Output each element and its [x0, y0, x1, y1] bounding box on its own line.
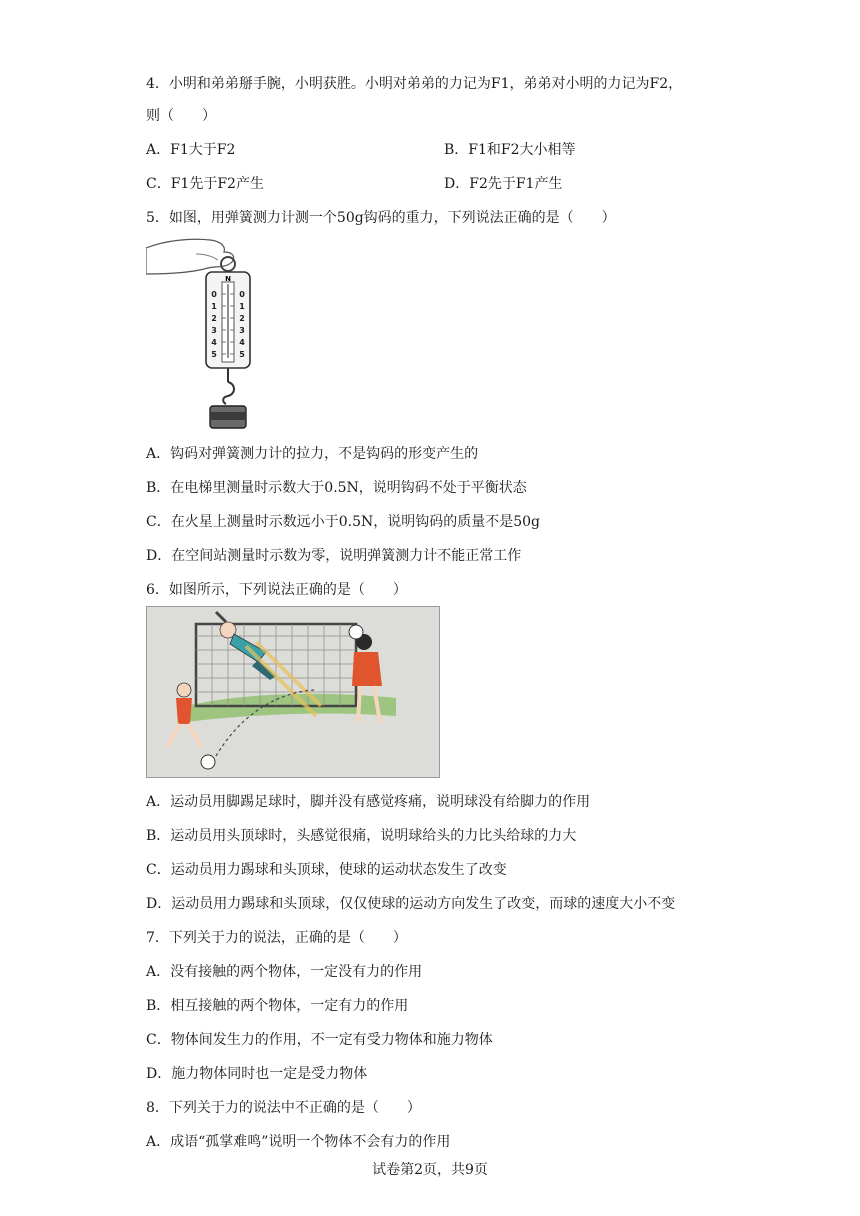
scale-left-tick-3: 3 [211, 326, 217, 335]
scale-unit-label: N [225, 275, 231, 283]
scale-right-tick-2: 2 [239, 314, 245, 323]
q7-option-a: A．没有接触的两个物体，一定没有力的作用 [146, 964, 423, 980]
q5-stem: 5．如图，用弹簧测力计测一个50g钩码的重力，下列说法正确的是（ ） [146, 210, 616, 226]
q5-option-a: A．钩码对弹簧测力计的拉力，不是钩码的形变产生的 [146, 446, 479, 462]
q7-option-d: D．施力物体同时也一定是受力物体 [146, 1066, 368, 1082]
q4-stem-cont: 则（ ） [146, 108, 216, 124]
q7-option-b: B．相互接触的两个物体，一定有力的作用 [146, 998, 409, 1014]
q7-stem: 7．下列关于力的说法，正确的是（ ） [146, 930, 407, 946]
scale-left-tick-5: 5 [211, 350, 217, 359]
scale-right-tick-5: 5 [239, 350, 245, 359]
q6-stem: 6．如图所示，下列说法正确的是（ ） [146, 582, 407, 598]
soccer-ball [201, 755, 215, 769]
scale-left-tick-1: 1 [211, 302, 217, 311]
q6-option-a: A．运动员用脚踢足球时，脚并没有感觉疼痛，说明球没有给脚力的作用 [146, 794, 591, 810]
soccer-figure [146, 606, 440, 778]
q6-option-c: C．运动员用力踢球和头顶球，使球的运动状态发生了改变 [146, 862, 507, 878]
q4-option-b: B．F1和F2大小相等 [444, 142, 576, 158]
scale-left-tick-0: 0 [211, 290, 217, 299]
q8-stem: 8．下列关于力的说法中不正确的是（ ） [146, 1100, 421, 1116]
hand-illustration [146, 239, 234, 274]
q5-option-b: B．在电梯里测量时示数大于0.5N，说明钩码不处于平衡状态 [146, 480, 527, 496]
q4-option-a: A．F1大于F2 [146, 142, 236, 158]
q4-stem [146, 74, 682, 94]
scale-right-tick-3: 3 [239, 326, 245, 335]
scale-right-tick-0: 0 [239, 290, 245, 299]
q4-option-d: D．F2先于F1产生 [444, 176, 563, 192]
page-footer: 试卷第2页，共9页 [372, 1162, 488, 1178]
header-ball [349, 625, 363, 639]
spring-scale-figure [146, 234, 266, 434]
q6-option-d: D．运动员用力踢球和头顶球，仅仅使球的运动方向发生了改变，而球的速度大小不变 [146, 896, 676, 912]
q8-option-a: A．成语“孤掌难鸣”说明一个物体不会有力的作用 [146, 1134, 451, 1150]
q4-stem-text: 4．小明和弟弟掰手腕，小明获胜。小明对弟弟的力记为F1，弟弟对小明的力记为F2， [146, 76, 683, 92]
q6-option-b: B．运动员用头顶球时，头感觉很痛，说明球给头的力比头给球的力大 [146, 828, 577, 844]
scale-left-tick-4: 4 [211, 338, 217, 347]
q5-option-c: C．在火星上测量时示数远小于0.5N，说明钩码的质量不是50g [146, 514, 541, 530]
lower-hook [223, 382, 234, 404]
q4-option-c: C．F1先于F2产生 [146, 176, 264, 192]
scale-right-tick-4: 4 [239, 338, 245, 347]
q5-option-d: D．在空间站测量时示数为零，说明弹簧测力计不能正常工作 [146, 548, 522, 564]
q7-option-c: C．物体间发生力的作用，不一定有受力物体和施力物体 [146, 1032, 493, 1048]
scale-right-tick-1: 1 [239, 302, 245, 311]
scale-left-tick-2: 2 [211, 314, 217, 323]
